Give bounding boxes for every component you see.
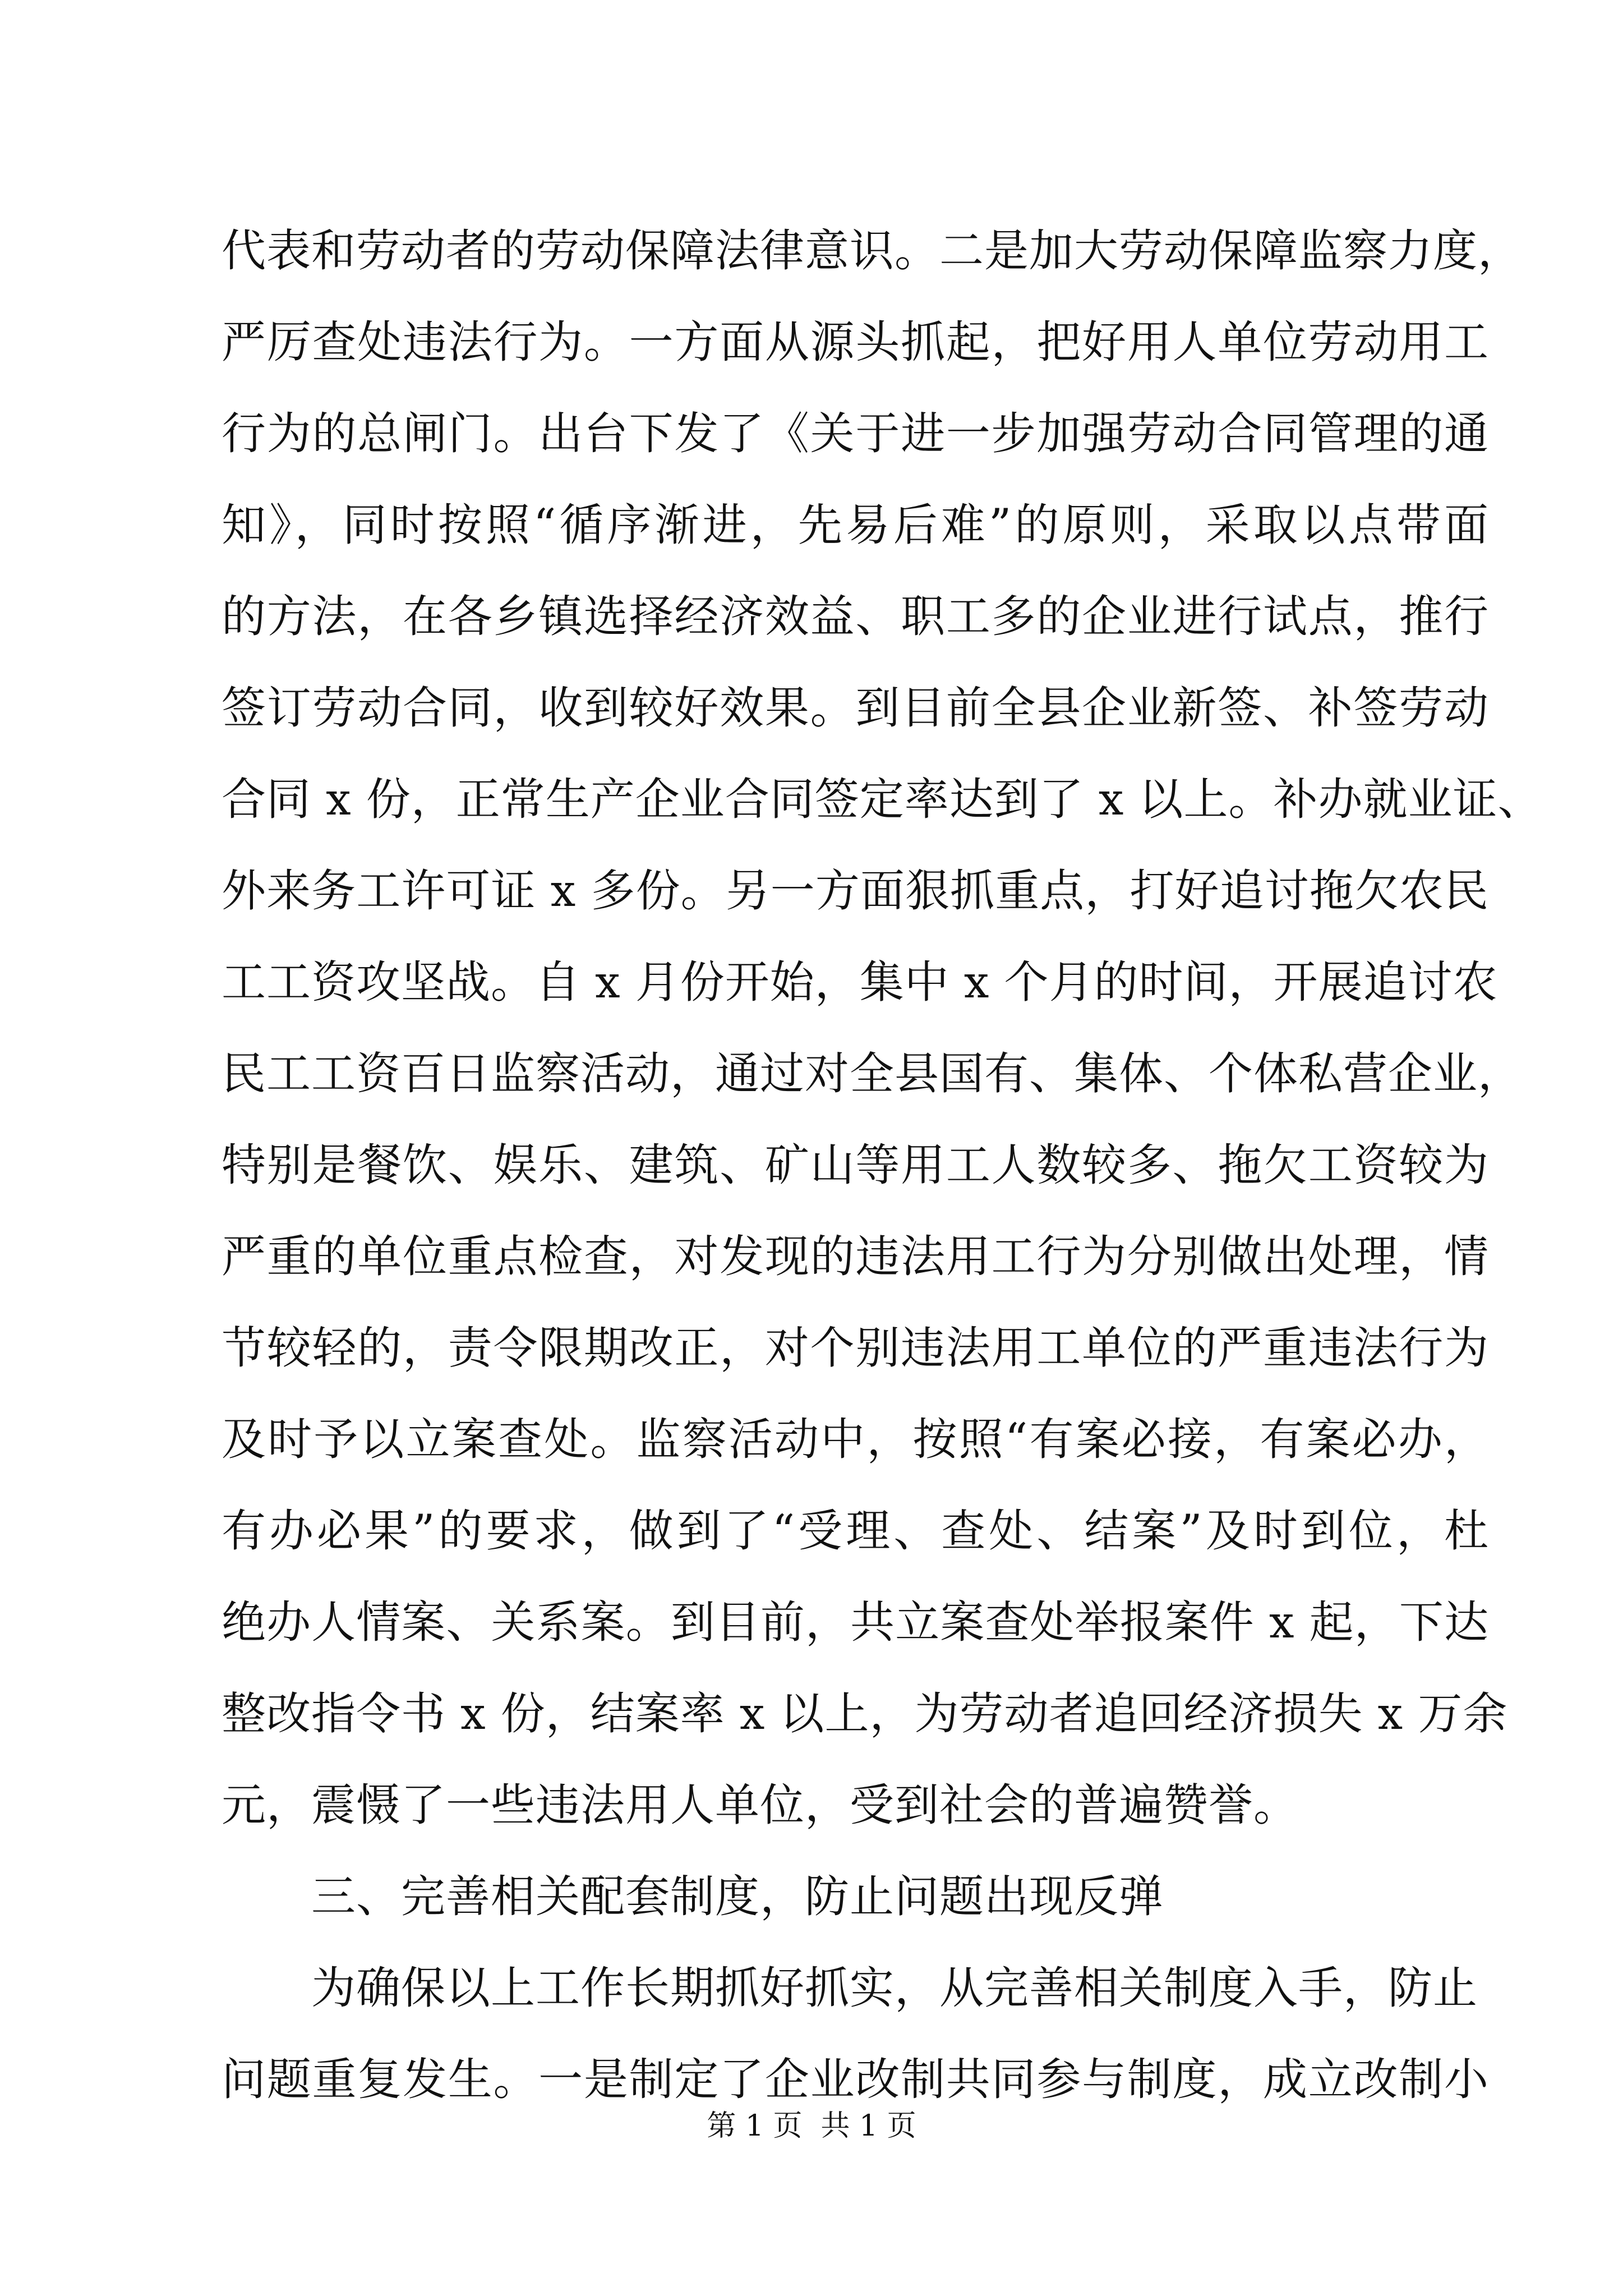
text-line: 特别是餐饮、娱乐、建筑、矿山等用工人数较多、拖欠工资较为 (222, 1139, 1489, 1191)
text-line: 签订劳动合同，收到较好效果。到目前全县企业新签、补签劳动 (222, 682, 1489, 734)
text-line: 的方法，在各乡镇选择经济效益、职工多的企业进行试点，推行 (222, 591, 1489, 642)
text-line: 元，震慑了一些违法用人单位，受到社会的普遍赞誉。 (222, 1779, 1298, 1831)
text-line: 外来务工许可证 x 多份。另一方面狠抓重点，打好追讨拖欠农民 (222, 865, 1489, 917)
text-line: 问题重复发生。一是制定了企业改制共同参与制度，成立改制小 (222, 2054, 1489, 2105)
text-line: 节较轻的，责令限期改正，对个别违法用工单位的严重违法行为 (222, 1322, 1489, 1374)
text-line: 有办必果”的要求，做到了“受理、查处、结案”及时到位，杜 (222, 1505, 1489, 1557)
text-line: 整改指令书 x 份，结案率 x 以上，为劳动者追回经济损失 x 万余 (222, 1688, 1508, 1740)
text-line: 工工资攻坚战。自 x 月份开始，集中 x 个月的时间，开展追讨农 (222, 956, 1498, 1008)
page-footer: 第 1 页 共 1 页 (707, 2109, 916, 2143)
text-line: 知》，同时按照“循序渐进，先易后难”的原则，采取以点带面 (222, 499, 1489, 551)
text-line: 代表和劳动者的劳动保障法律意识。二是加大劳动保障监察力度， (222, 225, 1523, 277)
text-line: 绝办人情案、关系案。到目前，共立案查处举报案件 x 起，下达 (222, 1596, 1489, 1648)
section-heading: 三、完善相关配套制度，防止问题出现反弹 (311, 1871, 1164, 1922)
text-line: 民工工资百日监察活动，通过对全县国有、集体、个体私营企业， (222, 1048, 1523, 1099)
text-line: 为确保以上工作长期抓好抓实，从完善相关制度入手，防止 (311, 1962, 1478, 2014)
text-line: 合同 x 份，正常生产企业合同签定率达到了 x 以上。补办就业证、 (222, 774, 1543, 825)
text-line: 严重的单位重点检查，对发现的违法用工行为分别做出处理，情 (222, 1231, 1489, 1282)
text-line: 及时予以立案查处。监察活动中，按照“有案必接，有案必办， (222, 1414, 1489, 1465)
text-line: 严厉查处违法行为。一方面从源头抓起，把好用人单位劳动用工 (222, 316, 1489, 368)
text-line: 行为的总闸门。出台下发了《关于进一步加强劳动合同管理的通 (222, 408, 1489, 459)
